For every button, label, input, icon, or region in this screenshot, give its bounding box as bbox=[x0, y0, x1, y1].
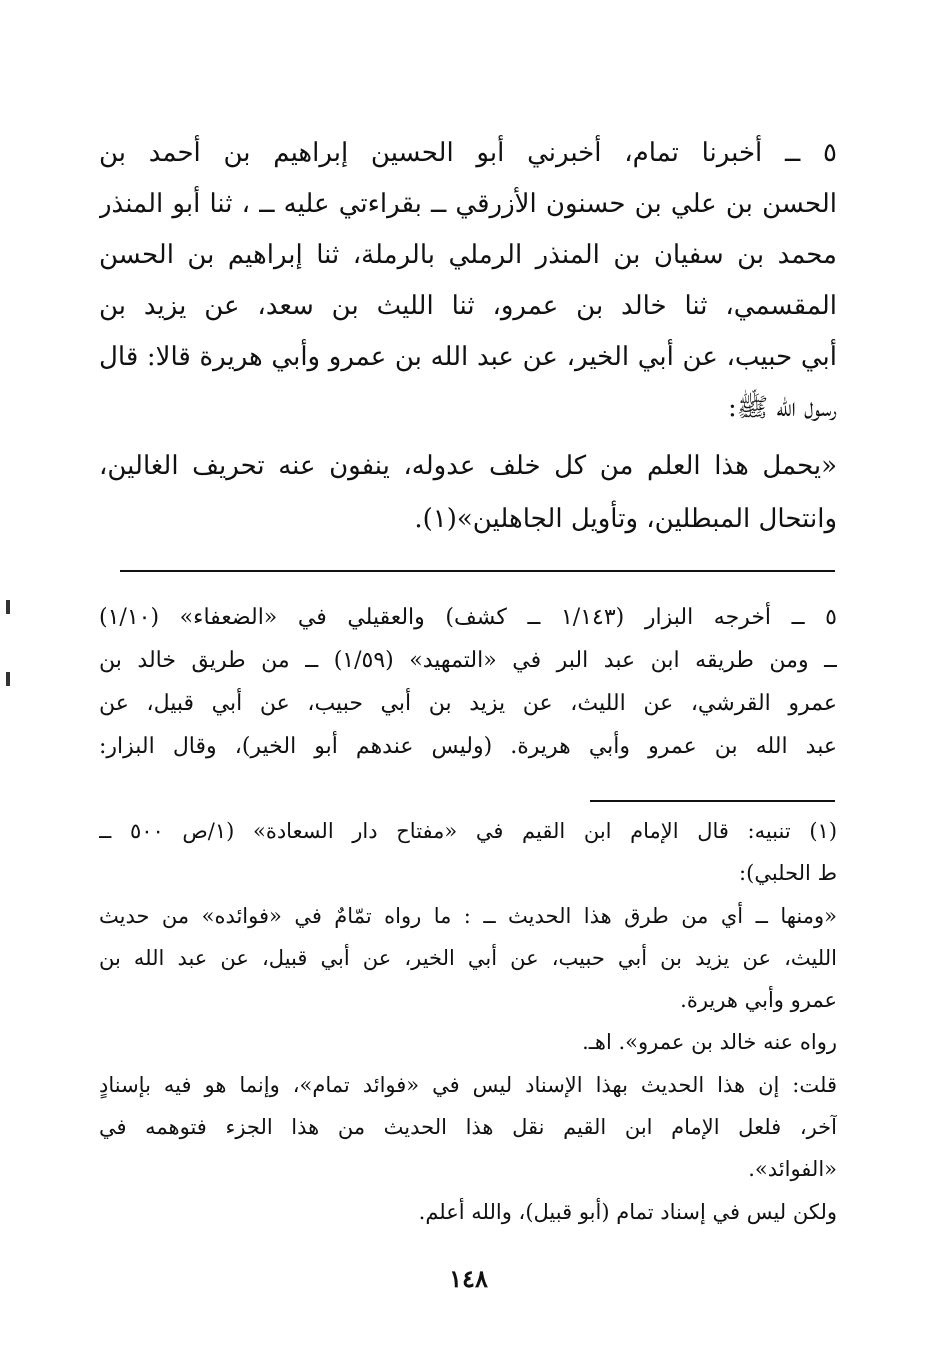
footnote-line: رواه عنه خالد بن عمرو». اهـ. bbox=[582, 1030, 837, 1055]
footnote-line: ط الحلبي): bbox=[739, 861, 837, 886]
footnote-line: ولكن ليس في إسناد تمام (أبو قبيل)، والله أعلم. bbox=[418, 1199, 837, 1224]
footnote-short-separator bbox=[590, 800, 835, 802]
quote-line: «يحمل هذا العلم من كل خلف عدوله، ينفون عنه تحريف الغالين، bbox=[99, 451, 837, 481]
takhrij-note bbox=[99, 596, 837, 768]
takhrij-line: ــ ومن طريقه ابن عبد البر في «التمهيد» (١/٥٩) ــ من طريق خالد بن bbox=[99, 648, 837, 673]
takhrij-line: ٥ ــ أخرجه البزار (١/١٤٣ ــ كشف) والعقيلي في «الضعفاء» (١/١٠) bbox=[99, 605, 837, 630]
hadith-line: أبي حبيب، عن أبي الخير، عن عبد الله بن عمرو وأبي هريرة قالا: قال bbox=[99, 342, 837, 372]
hadith-quote bbox=[99, 440, 837, 546]
footnote-line: عمرو وأبي هريرة. bbox=[680, 988, 837, 1013]
hadith-line: محمد بن سفيان بن المنذر الرملي بالرملة، ثنا إبراهيم بن الحسن bbox=[99, 240, 837, 270]
page-number: ١٤٨ bbox=[449, 1264, 488, 1293]
hadith-line: ٥ ــ أخبرنا تمام، أخبرني أبو الحسين إبراهيم بن أحمد بن bbox=[99, 138, 837, 168]
footnote-line: قلت: إن هذا الحديث بهذا الإسناد ليس في «فوائد تمام»، وإنما هو فيه بإسنادٍ bbox=[99, 1072, 837, 1097]
scan-margin-mark bbox=[6, 600, 10, 614]
hadith-line: المقسمي، ثنا خالد بن عمرو، ثنا الليث بن سعد، عن يزيد بن bbox=[99, 291, 837, 321]
quote-line: وانتحال المبطلين، وتأويل الجاهلين»(١). bbox=[414, 504, 837, 534]
footnote-one bbox=[99, 810, 837, 1233]
footnote-line: «ومنها ــ أي من طرق هذا الحديث ــ : ما رواه تمّامٌ في «فوائده» من حديث bbox=[99, 903, 837, 928]
takhrij-line: عبد الله بن عمرو وأبي هريرة. (وليس عندهم أبو الخير)، وقال البزار: bbox=[99, 734, 837, 759]
footnote-line: آخر، فلعل الإمام ابن القيم نقل هذا الحديث من هذا الجزء فتوهمه في bbox=[99, 1115, 837, 1140]
hadith-line: رسول الله ﷺ: bbox=[727, 393, 837, 423]
scan-margin-mark bbox=[6, 672, 10, 686]
footnote-line: «الفوائد». bbox=[748, 1157, 837, 1182]
hadith-line: الحسن بن علي بن حسنون الأزرقي ــ بقراءتي عليه ــ ، ثنا أبو المنذر bbox=[99, 189, 837, 219]
hadith-text bbox=[99, 128, 837, 434]
footnote-line: (١) تنبيه: قال الإمام ابن القيم في «مفتاح دار السعادة» (١/ص ٥٠٠ ــ bbox=[99, 819, 837, 843]
takhrij-line: عمرو القرشي، عن الليث، عن يزيد بن أبي حبيب، عن أبي قبيل، عن bbox=[99, 691, 837, 716]
footnote-separator bbox=[120, 570, 835, 572]
footnote-line: الليث، عن يزيد بن أبي حبيب، عن أبي الخير، عن أبي قبيل، عن عبد الله بن bbox=[99, 945, 837, 970]
